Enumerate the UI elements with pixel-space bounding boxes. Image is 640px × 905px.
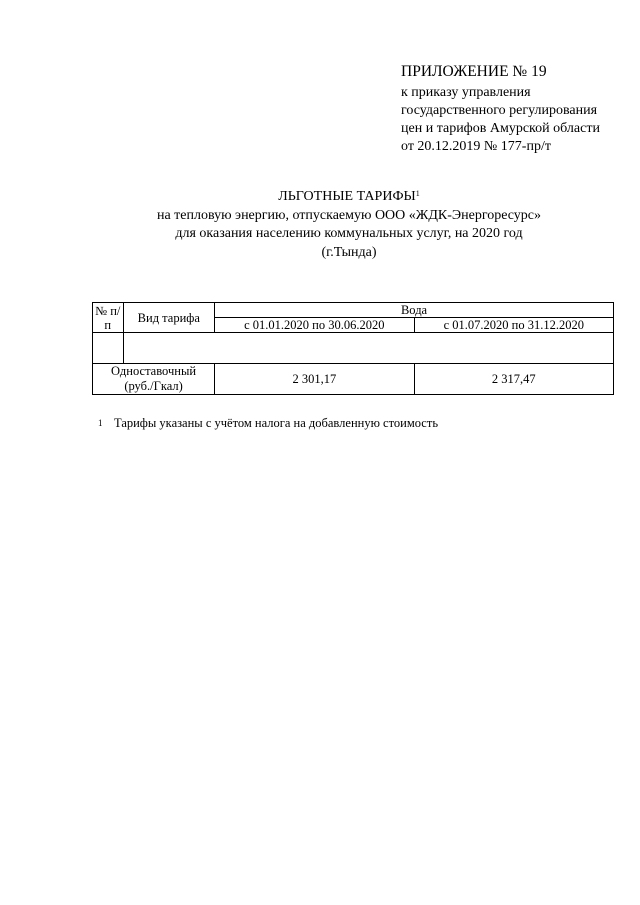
empty-cell bbox=[93, 333, 124, 364]
title-main bbox=[0, 188, 640, 207]
tariff-table bbox=[92, 302, 614, 395]
table-row bbox=[93, 364, 614, 395]
empty-cell bbox=[123, 333, 613, 364]
header-period-2: с 01.07.2020 по 31.12.2020 bbox=[414, 318, 613, 333]
appendix-line: государственного регулирования bbox=[401, 103, 598, 118]
tariff-value-period-2: 2 317,47 bbox=[414, 364, 613, 395]
title-main-text: ЛЬГОТНЫЕ ТАРИФЫ bbox=[278, 189, 416, 204]
title-line: для оказания населению коммунальных услуг, на 2020 год bbox=[175, 226, 523, 241]
appendix-heading: ПРИЛОЖЕНИЕ № 19 bbox=[401, 63, 547, 80]
title-line: на тепловую энергию, отпускаемую ООО «ЖДК-Энергоресурс» bbox=[156, 207, 542, 223]
table-header-row bbox=[93, 303, 614, 318]
footnote-text: Тарифы указаны с учётом налога на добавленную стоимость bbox=[114, 416, 439, 430]
appendix-block bbox=[401, 62, 637, 156]
header-water-group: Вода bbox=[215, 303, 614, 318]
title-line: (г.Тында) bbox=[321, 244, 377, 260]
tariff-value-period-1: 2 301,17 bbox=[215, 364, 414, 395]
footnote-mark: 1 bbox=[98, 418, 103, 428]
tariff-kind-cell: Одноставочный (руб./Гкал) bbox=[93, 364, 215, 395]
header-tariff-kind: Вид тарифа bbox=[123, 303, 215, 333]
header-period-1: с 01.01.2020 по 30.06.2020 bbox=[215, 318, 414, 333]
header-number: № п/п bbox=[93, 303, 124, 333]
table-empty-row bbox=[93, 333, 614, 364]
appendix-line: от 20.12.2019 № 177-пр/т bbox=[401, 139, 551, 154]
title-footnote-mark: 1 bbox=[415, 189, 420, 198]
footnote bbox=[98, 416, 438, 430]
appendix-line: к приказу управления bbox=[401, 85, 531, 100]
document-title bbox=[0, 188, 640, 262]
appendix-line: цен и тарифов Амурской области bbox=[401, 121, 600, 136]
